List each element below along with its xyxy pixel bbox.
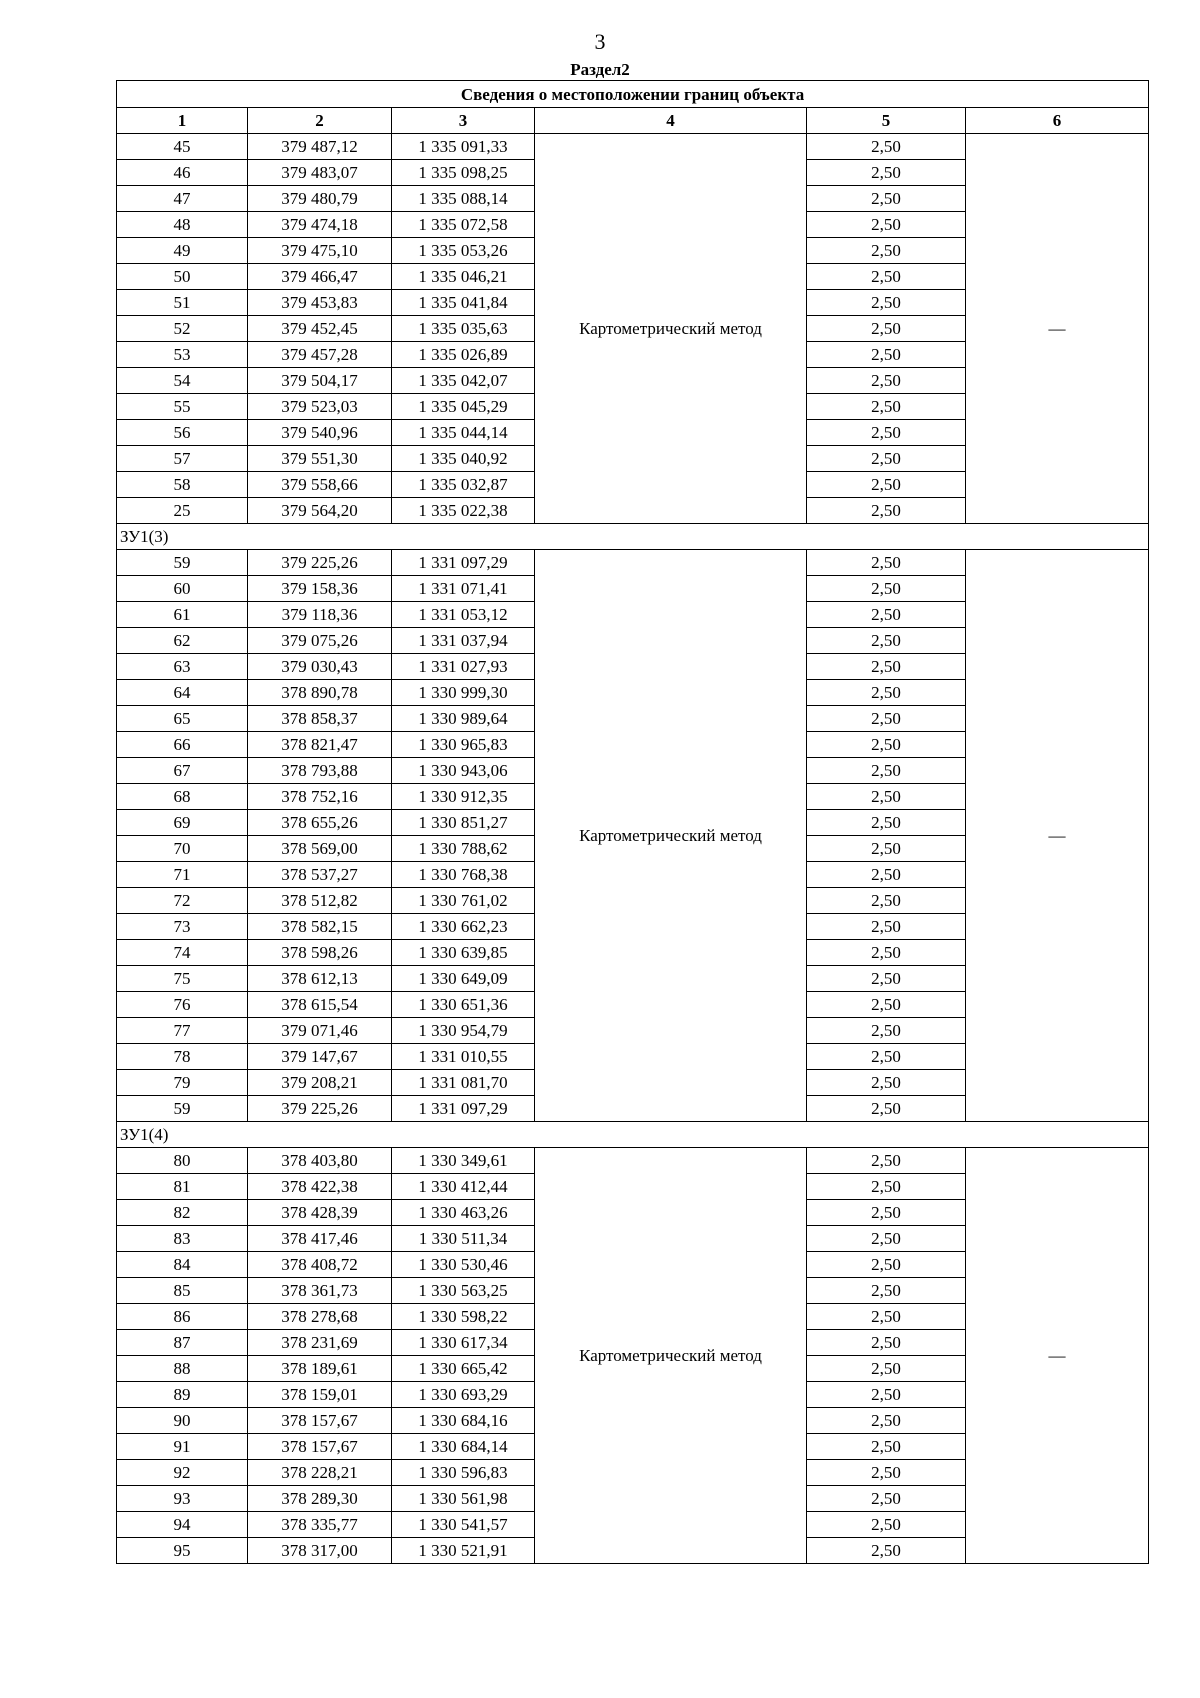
x-coordinate-cell: 379 452,45 [248,316,392,342]
x-coordinate-cell: 378 231,69 [248,1330,392,1356]
group-label: ЗУ1(3) [117,524,1149,550]
point-number-cell: 58 [117,472,248,498]
y-coordinate-cell: 1 330 965,83 [392,732,535,758]
accuracy-cell: 2,50 [807,888,966,914]
point-number-cell: 80 [117,1148,248,1174]
point-number-cell: 81 [117,1174,248,1200]
x-coordinate-cell: 378 422,38 [248,1174,392,1200]
point-number-cell: 72 [117,888,248,914]
x-coordinate-cell: 379 480,79 [248,186,392,212]
y-coordinate-cell: 1 330 349,61 [392,1148,535,1174]
accuracy-cell: 2,50 [807,758,966,784]
point-number-cell: 68 [117,784,248,810]
y-coordinate-cell: 1 331 010,55 [392,1044,535,1070]
y-coordinate-cell: 1 335 053,26 [392,238,535,264]
point-number-cell: 65 [117,706,248,732]
accuracy-cell: 2,50 [807,1044,966,1070]
accuracy-cell: 2,50 [807,1148,966,1174]
x-coordinate-cell: 378 793,88 [248,758,392,784]
y-coordinate-cell: 1 331 053,12 [392,602,535,628]
accuracy-cell: 2,50 [807,1460,966,1486]
accuracy-cell: 2,50 [807,1434,966,1460]
point-number-cell: 89 [117,1382,248,1408]
y-coordinate-cell: 1 335 091,33 [392,134,535,160]
table-body [117,134,1149,1564]
y-coordinate-cell: 1 330 684,14 [392,1434,535,1460]
point-number-cell: 83 [117,1226,248,1252]
point-number-cell: 51 [117,290,248,316]
x-coordinate-cell: 379 487,12 [248,134,392,160]
x-coordinate-cell: 378 159,01 [248,1382,392,1408]
x-coordinate-cell: 379 457,28 [248,342,392,368]
column-6-cell: — [966,550,1149,1122]
y-coordinate-cell: 1 330 530,46 [392,1252,535,1278]
x-coordinate-cell: 378 428,39 [248,1200,392,1226]
table-row [117,134,1149,160]
point-number-cell: 45 [117,134,248,160]
x-coordinate-cell: 378 317,00 [248,1538,392,1564]
point-number-cell: 52 [117,316,248,342]
point-number-cell: 53 [117,342,248,368]
table-row [117,550,1149,576]
x-coordinate-cell: 379 453,83 [248,290,392,316]
accuracy-cell: 2,50 [807,784,966,810]
group-label: ЗУ1(4) [117,1122,1149,1148]
y-coordinate-cell: 1 330 541,57 [392,1512,535,1538]
table-caption-row [117,81,1149,108]
y-coordinate-cell: 1 330 954,79 [392,1018,535,1044]
point-number-cell: 50 [117,264,248,290]
accuracy-cell: 2,50 [807,238,966,264]
accuracy-cell: 2,50 [807,368,966,394]
accuracy-cell: 2,50 [807,914,966,940]
y-coordinate-cell: 1 330 521,91 [392,1538,535,1564]
point-number-cell: 48 [117,212,248,238]
x-coordinate-cell: 378 408,72 [248,1252,392,1278]
y-coordinate-cell: 1 330 768,38 [392,862,535,888]
y-coordinate-cell: 1 335 098,25 [392,160,535,186]
point-number-cell: 59 [117,1096,248,1122]
point-number-cell: 95 [117,1538,248,1564]
column-header-2: 2 [248,108,392,134]
y-coordinate-cell: 1 330 662,23 [392,914,535,940]
y-coordinate-cell: 1 330 596,83 [392,1460,535,1486]
point-number-cell: 64 [117,680,248,706]
x-coordinate-cell: 379 466,47 [248,264,392,290]
point-number-cell: 87 [117,1330,248,1356]
point-number-cell: 88 [117,1356,248,1382]
x-coordinate-cell: 378 537,27 [248,862,392,888]
accuracy-cell: 2,50 [807,186,966,212]
x-coordinate-cell: 379 071,46 [248,1018,392,1044]
y-coordinate-cell: 1 330 788,62 [392,836,535,862]
accuracy-cell: 2,50 [807,1382,966,1408]
point-number-cell: 46 [117,160,248,186]
page-number: 3 [594,29,606,54]
accuracy-cell: 2,50 [807,160,966,186]
point-number-cell: 91 [117,1434,248,1460]
accuracy-cell: 2,50 [807,1512,966,1538]
y-coordinate-cell: 1 330 511,34 [392,1226,535,1252]
x-coordinate-cell: 378 417,46 [248,1226,392,1252]
accuracy-cell: 2,50 [807,498,966,524]
method-cell: Картометрический метод [535,134,807,524]
x-coordinate-cell: 379 523,03 [248,394,392,420]
x-coordinate-cell: 378 582,15 [248,914,392,940]
accuracy-cell: 2,50 [807,836,966,862]
y-coordinate-cell: 1 330 649,09 [392,966,535,992]
point-number-cell: 25 [117,498,248,524]
x-coordinate-cell: 379 030,43 [248,654,392,680]
accuracy-cell: 2,50 [807,654,966,680]
x-coordinate-cell: 379 147,67 [248,1044,392,1070]
x-coordinate-cell: 378 890,78 [248,680,392,706]
point-number-cell: 61 [117,602,248,628]
x-coordinate-cell: 379 540,96 [248,420,392,446]
x-coordinate-cell: 378 615,54 [248,992,392,1018]
point-number-cell: 56 [117,420,248,446]
y-coordinate-cell: 1 330 412,44 [392,1174,535,1200]
x-coordinate-cell: 379 504,17 [248,368,392,394]
y-coordinate-cell: 1 331 071,41 [392,576,535,602]
y-coordinate-cell: 1 335 045,29 [392,394,535,420]
accuracy-cell: 2,50 [807,1096,966,1122]
x-coordinate-cell: 378 289,30 [248,1486,392,1512]
method-cell: Картометрический метод [535,550,807,1122]
column-6-cell: — [966,1148,1149,1564]
x-coordinate-cell: 378 752,16 [248,784,392,810]
y-coordinate-cell: 1 331 037,94 [392,628,535,654]
x-coordinate-cell: 378 189,61 [248,1356,392,1382]
y-coordinate-cell: 1 330 617,34 [392,1330,535,1356]
column-header-6: 6 [966,108,1149,134]
accuracy-cell: 2,50 [807,1174,966,1200]
y-coordinate-cell: 1 330 665,42 [392,1356,535,1382]
point-number-cell: 59 [117,550,248,576]
x-coordinate-cell: 378 858,37 [248,706,392,732]
point-number-cell: 73 [117,914,248,940]
y-coordinate-cell: 1 335 044,14 [392,420,535,446]
y-coordinate-cell: 1 330 598,22 [392,1304,535,1330]
column-header-3: 3 [392,108,535,134]
group-label-row [117,1122,1149,1148]
point-number-cell: 63 [117,654,248,680]
y-coordinate-cell: 1 335 026,89 [392,342,535,368]
point-number-cell: 76 [117,992,248,1018]
accuracy-cell: 2,50 [807,628,966,654]
x-coordinate-cell: 379 118,36 [248,602,392,628]
y-coordinate-cell: 1 331 027,93 [392,654,535,680]
point-number-cell: 90 [117,1408,248,1434]
y-coordinate-cell: 1 330 989,64 [392,706,535,732]
point-number-cell: 77 [117,1018,248,1044]
accuracy-cell: 2,50 [807,1018,966,1044]
point-number-cell: 78 [117,1044,248,1070]
y-coordinate-cell: 1 331 097,29 [392,550,535,576]
y-coordinate-cell: 1 330 463,26 [392,1200,535,1226]
x-coordinate-cell: 378 655,26 [248,810,392,836]
y-coordinate-cell: 1 331 097,29 [392,1096,535,1122]
accuracy-cell: 2,50 [807,602,966,628]
x-coordinate-cell: 378 598,26 [248,940,392,966]
accuracy-cell: 2,50 [807,1226,966,1252]
point-number-cell: 93 [117,1486,248,1512]
point-number-cell: 49 [117,238,248,264]
group-label-row [117,524,1149,550]
y-coordinate-cell: 1 330 651,36 [392,992,535,1018]
point-number-cell: 66 [117,732,248,758]
table-row [117,1148,1149,1174]
x-coordinate-cell: 378 157,67 [248,1434,392,1460]
column-header-5: 5 [807,108,966,134]
x-coordinate-cell: 378 821,47 [248,732,392,758]
accuracy-cell: 2,50 [807,1252,966,1278]
accuracy-cell: 2,50 [807,316,966,342]
x-coordinate-cell: 379 483,07 [248,160,392,186]
accuracy-cell: 2,50 [807,576,966,602]
x-coordinate-cell: 379 208,21 [248,1070,392,1096]
accuracy-cell: 2,50 [807,212,966,238]
point-number-cell: 82 [117,1200,248,1226]
x-coordinate-cell: 379 474,18 [248,212,392,238]
section-title: Раздел2 [570,60,630,79]
accuracy-cell: 2,50 [807,550,966,576]
x-coordinate-cell: 379 158,36 [248,576,392,602]
accuracy-cell: 2,50 [807,134,966,160]
accuracy-cell: 2,50 [807,1356,966,1382]
method-cell: Картометрический метод [535,1148,807,1564]
y-coordinate-cell: 1 330 684,16 [392,1408,535,1434]
x-coordinate-cell: 379 551,30 [248,446,392,472]
y-coordinate-cell: 1 335 040,92 [392,446,535,472]
x-coordinate-cell: 379 225,26 [248,1096,392,1122]
accuracy-cell: 2,50 [807,680,966,706]
y-coordinate-cell: 1 335 022,38 [392,498,535,524]
y-coordinate-cell: 1 330 639,85 [392,940,535,966]
point-number-cell: 74 [117,940,248,966]
accuracy-cell: 2,50 [807,732,966,758]
accuracy-cell: 2,50 [807,1278,966,1304]
point-number-cell: 69 [117,810,248,836]
accuracy-cell: 2,50 [807,1408,966,1434]
column-header-4: 4 [535,108,807,134]
point-number-cell: 54 [117,368,248,394]
column-6-cell: — [966,134,1149,524]
column-header-row [117,108,1149,134]
accuracy-cell: 2,50 [807,394,966,420]
point-number-cell: 75 [117,966,248,992]
point-number-cell: 92 [117,1460,248,1486]
accuracy-cell: 2,50 [807,1304,966,1330]
y-coordinate-cell: 1 335 041,84 [392,290,535,316]
y-coordinate-cell: 1 330 999,30 [392,680,535,706]
accuracy-cell: 2,50 [807,1330,966,1356]
point-number-cell: 62 [117,628,248,654]
x-coordinate-cell: 379 225,26 [248,550,392,576]
accuracy-cell: 2,50 [807,862,966,888]
x-coordinate-cell: 378 612,13 [248,966,392,992]
y-coordinate-cell: 1 330 693,29 [392,1382,535,1408]
accuracy-cell: 2,50 [807,940,966,966]
y-coordinate-cell: 1 330 563,25 [392,1278,535,1304]
x-coordinate-cell: 378 512,82 [248,888,392,914]
point-number-cell: 94 [117,1512,248,1538]
accuracy-cell: 2,50 [807,472,966,498]
x-coordinate-cell: 378 278,68 [248,1304,392,1330]
point-number-cell: 57 [117,446,248,472]
accuracy-cell: 2,50 [807,264,966,290]
accuracy-cell: 2,50 [807,420,966,446]
point-number-cell: 55 [117,394,248,420]
x-coordinate-cell: 379 564,20 [248,498,392,524]
y-coordinate-cell: 1 330 561,98 [392,1486,535,1512]
y-coordinate-cell: 1 335 046,21 [392,264,535,290]
accuracy-cell: 2,50 [807,1486,966,1512]
x-coordinate-cell: 378 403,80 [248,1148,392,1174]
point-number-cell: 85 [117,1278,248,1304]
x-coordinate-cell: 379 558,66 [248,472,392,498]
accuracy-cell: 2,50 [807,810,966,836]
x-coordinate-cell: 379 475,10 [248,238,392,264]
x-coordinate-cell: 378 569,00 [248,836,392,862]
column-header-1: 1 [117,108,248,134]
y-coordinate-cell: 1 330 912,35 [392,784,535,810]
accuracy-cell: 2,50 [807,1538,966,1564]
x-coordinate-cell: 378 335,77 [248,1512,392,1538]
y-coordinate-cell: 1 331 081,70 [392,1070,535,1096]
accuracy-cell: 2,50 [807,290,966,316]
x-coordinate-cell: 378 361,73 [248,1278,392,1304]
point-number-cell: 60 [117,576,248,602]
accuracy-cell: 2,50 [807,966,966,992]
point-number-cell: 47 [117,186,248,212]
point-number-cell: 86 [117,1304,248,1330]
accuracy-cell: 2,50 [807,342,966,368]
accuracy-cell: 2,50 [807,1200,966,1226]
accuracy-cell: 2,50 [807,446,966,472]
y-coordinate-cell: 1 335 035,63 [392,316,535,342]
boundary-coordinates-table [116,80,1149,1564]
point-number-cell: 70 [117,836,248,862]
x-coordinate-cell: 378 157,67 [248,1408,392,1434]
point-number-cell: 79 [117,1070,248,1096]
point-number-cell: 67 [117,758,248,784]
y-coordinate-cell: 1 330 943,06 [392,758,535,784]
point-number-cell: 71 [117,862,248,888]
accuracy-cell: 2,50 [807,1070,966,1096]
y-coordinate-cell: 1 330 761,02 [392,888,535,914]
y-coordinate-cell: 1 330 851,27 [392,810,535,836]
accuracy-cell: 2,50 [807,992,966,1018]
y-coordinate-cell: 1 335 088,14 [392,186,535,212]
x-coordinate-cell: 379 075,26 [248,628,392,654]
y-coordinate-cell: 1 335 042,07 [392,368,535,394]
x-coordinate-cell: 378 228,21 [248,1460,392,1486]
y-coordinate-cell: 1 335 032,87 [392,472,535,498]
point-number-cell: 84 [117,1252,248,1278]
y-coordinate-cell: 1 335 072,58 [392,212,535,238]
table-caption: Сведения о местоположении границ объекта [117,81,1149,108]
accuracy-cell: 2,50 [807,706,966,732]
